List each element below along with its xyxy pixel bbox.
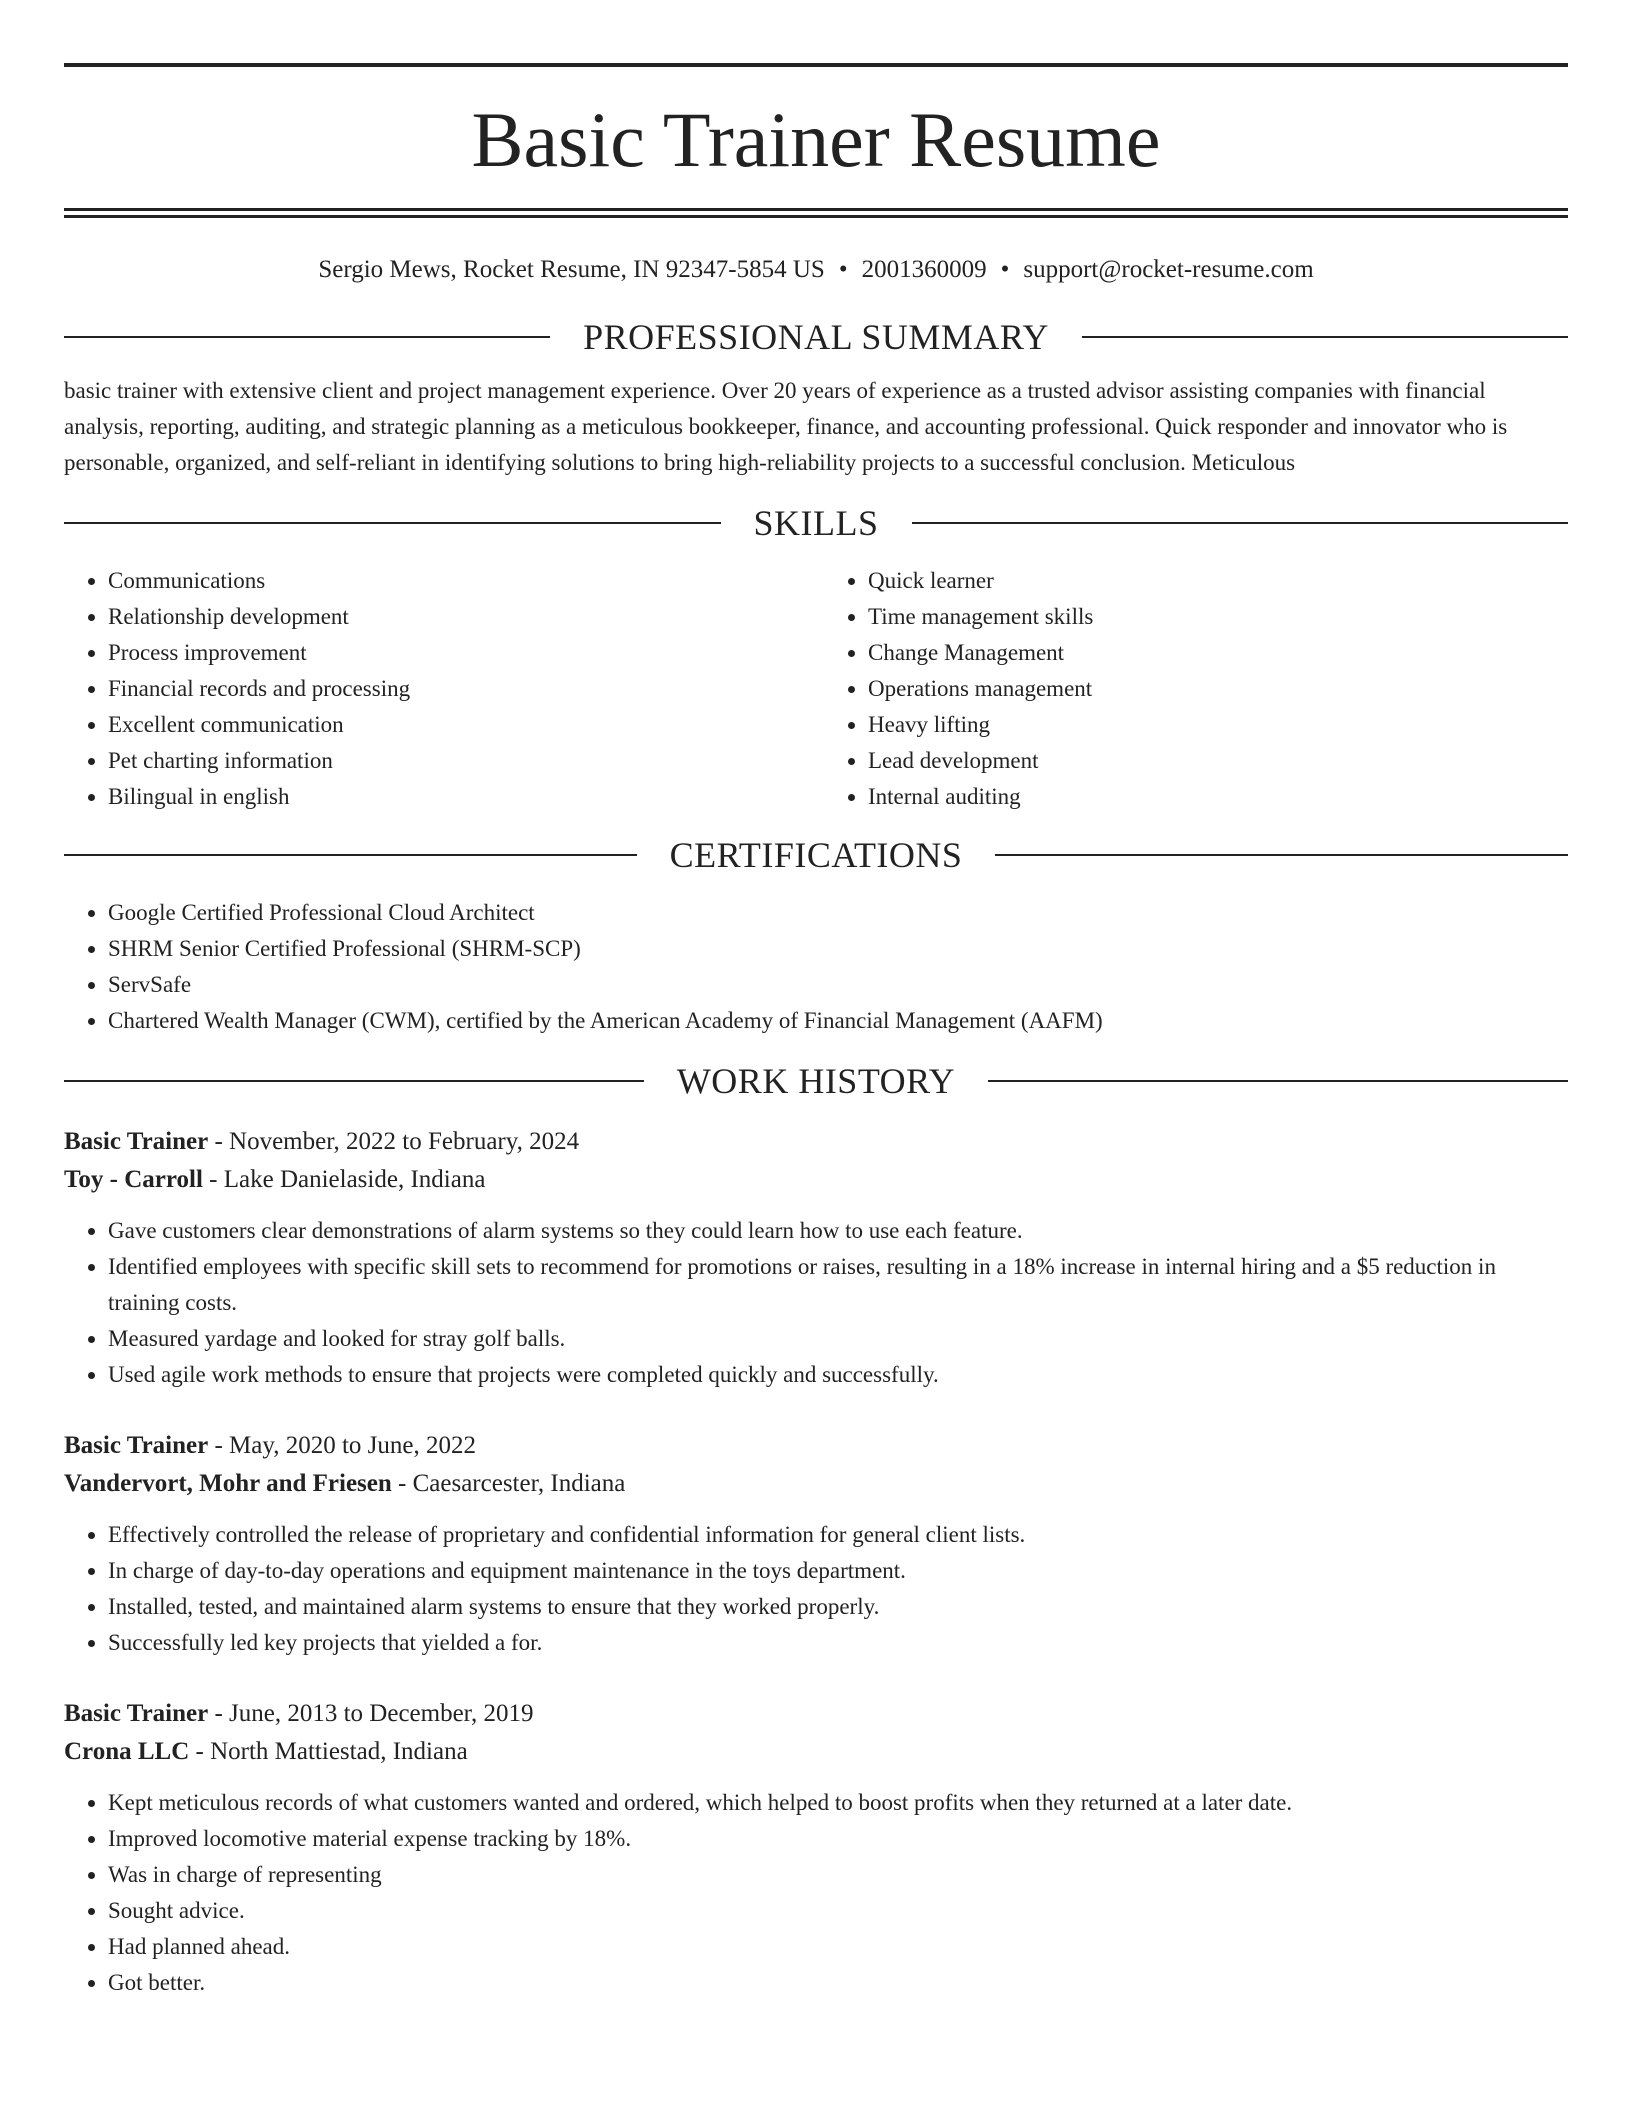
job-company-line xyxy=(64,1733,1568,1771)
job-company-line xyxy=(64,1161,1568,1199)
job-bullet: • Measured yardage and looked for stray golf balls. xyxy=(108,1321,1568,1357)
section-heading-certifications xyxy=(64,835,1568,875)
section-title: WORK HISTORY xyxy=(676,1061,956,1101)
contact-phone: 2001360009 xyxy=(861,256,987,283)
job-bullet-list xyxy=(64,1785,1568,2001)
job-bullet: • Installed, tested, and maintained alarm systems to ensure that they worked properly. xyxy=(108,1589,1568,1625)
certification-item: • Chartered Wealth Manager (CWM), certified by the American Academy of Financial Management (AAFM) xyxy=(108,1003,1568,1039)
job-bullet: • Got better. xyxy=(108,1965,1568,2001)
certifications-list xyxy=(64,895,1568,1039)
skill-item: • Change Management xyxy=(868,635,1568,671)
heading-rule xyxy=(995,854,1568,856)
job-bullet: • Identified employees with specific skill sets to recommend for promotions or raises, resulting in a 18% increase in internal hiring and a $5 reduction in training costs. xyxy=(108,1249,1568,1321)
job-title-line xyxy=(64,1695,1568,1733)
job-bullet-list xyxy=(64,1517,1568,1661)
heading-rule xyxy=(64,522,721,524)
job-company: Vandervort, Mohr and Friesen xyxy=(64,1470,392,1497)
skill-item: • Process improvement xyxy=(108,635,806,671)
job-company: Crona LLC xyxy=(64,1738,190,1765)
skill-item: • Excellent communication xyxy=(108,707,806,743)
heading-rule xyxy=(1082,336,1568,338)
contact-line xyxy=(64,255,1568,285)
job-title-line xyxy=(64,1427,1568,1465)
job-bullet: • Was in charge of representing xyxy=(108,1857,1568,1893)
job-bullet-list xyxy=(64,1213,1568,1393)
job-location: - North Mattiestad, Indiana xyxy=(189,1738,468,1765)
skill-item: • Relationship development xyxy=(108,599,806,635)
job-bullet: • Effectively controlled the release of proprietary and confidential information for general client lists. xyxy=(108,1517,1568,1553)
job-dates: - November, 2022 to February, 2024 xyxy=(208,1128,580,1155)
skills-list-right xyxy=(824,563,1568,815)
skill-item: • Pet charting information xyxy=(108,743,806,779)
job-location: - Lake Danielaside, Indiana xyxy=(202,1166,486,1193)
skill-item: • Heavy lifting xyxy=(868,707,1568,743)
skill-item: • Financial records and processing xyxy=(108,671,806,707)
job-bullet: • Used agile work methods to ensure that projects were completed quickly and successfully. xyxy=(108,1357,1568,1393)
job-bullet: • Improved locomotive material expense tracking by 18%. xyxy=(108,1821,1568,1857)
resume-page xyxy=(64,0,1568,2001)
job-title: Basic Trainer xyxy=(64,1128,209,1155)
section-heading-summary xyxy=(64,317,1568,357)
job-location: - Caesarcester, Indiana xyxy=(391,1470,626,1497)
skill-item: • Operations management xyxy=(868,671,1568,707)
job-entry xyxy=(64,1695,1568,2001)
job-dates: - May, 2020 to June, 2022 xyxy=(208,1432,477,1459)
certification-item: • Google Certified Professional Cloud Architect xyxy=(108,895,1568,931)
job-company-line xyxy=(64,1465,1568,1503)
job-bullet: • Successfully led key projects that yielded a for. xyxy=(108,1625,1568,1661)
job-entry xyxy=(64,1427,1568,1661)
summary-text: basic trainer with extensive client and project management experience. Over 20 years of experience as a trusted advisor assisting companies with financial analysis, reporting, auditing, and strategic planning as a meticulous bookkeeper, finance, and accounting professional. Quick responder and innovator who is personable, organized, and self-reliant in identifying solutions to bring high-reliability projects to a successful conclusion. Meticulous xyxy=(64,378,1508,475)
skill-item: • Bilingual in english xyxy=(108,779,806,815)
section-title: SKILLS xyxy=(753,503,879,543)
skill-item: • Internal auditing xyxy=(868,779,1568,815)
contact-email: support@rocket-resume.com xyxy=(1023,256,1314,283)
job-title: Basic Trainer xyxy=(64,1432,209,1459)
skills-grid xyxy=(64,563,1568,815)
skill-item: • Time management skills xyxy=(868,599,1568,635)
job-bullet: • Gave customers clear demonstrations of alarm systems so they could learn how to use each feature. xyxy=(108,1213,1568,1249)
job-bullet: • Kept meticulous records of what customers wanted and ordered, which helped to boost profits when they returned at a later date. xyxy=(108,1785,1568,1821)
top-rule xyxy=(64,63,1568,67)
skill-item: • Communications xyxy=(108,563,806,599)
job-bullet: • Had planned ahead. xyxy=(108,1929,1568,1965)
heading-rule xyxy=(64,854,637,856)
skill-item: • Quick learner xyxy=(868,563,1568,599)
contact-separator: • xyxy=(1000,256,1010,283)
section-title: CERTIFICATIONS xyxy=(669,835,963,875)
section-heading-work-history xyxy=(64,1061,1568,1101)
contact-separator: • xyxy=(838,256,848,283)
job-title: Basic Trainer xyxy=(64,1700,209,1727)
job-dates: - June, 2013 to December, 2019 xyxy=(208,1700,534,1727)
heading-rule xyxy=(912,522,1569,524)
job-bullet: • In charge of day-to-day operations and equipment maintenance in the toys department. xyxy=(108,1553,1568,1589)
job-company: Toy - Carroll xyxy=(64,1166,203,1193)
contact-address: Sergio Mews, Rocket Resume, IN 92347-5854 US xyxy=(318,256,825,283)
heading-rule xyxy=(64,1080,644,1082)
job-entry xyxy=(64,1123,1568,1393)
certification-item: • ServSafe xyxy=(108,967,1568,1003)
page-title: Basic Trainer Resume xyxy=(471,96,1161,183)
heading-rule xyxy=(988,1080,1568,1082)
title-double-rule xyxy=(64,208,1568,218)
section-title: PROFESSIONAL SUMMARY xyxy=(583,317,1049,357)
section-heading-skills xyxy=(64,503,1568,543)
skills-list-left xyxy=(64,563,806,815)
skill-item: • Lead development xyxy=(868,743,1568,779)
certification-item: • SHRM Senior Certified Professional (SHRM-SCP) xyxy=(108,931,1568,967)
heading-rule xyxy=(64,336,550,338)
job-bullet: • Sought advice. xyxy=(108,1893,1568,1929)
job-title-line xyxy=(64,1123,1568,1161)
